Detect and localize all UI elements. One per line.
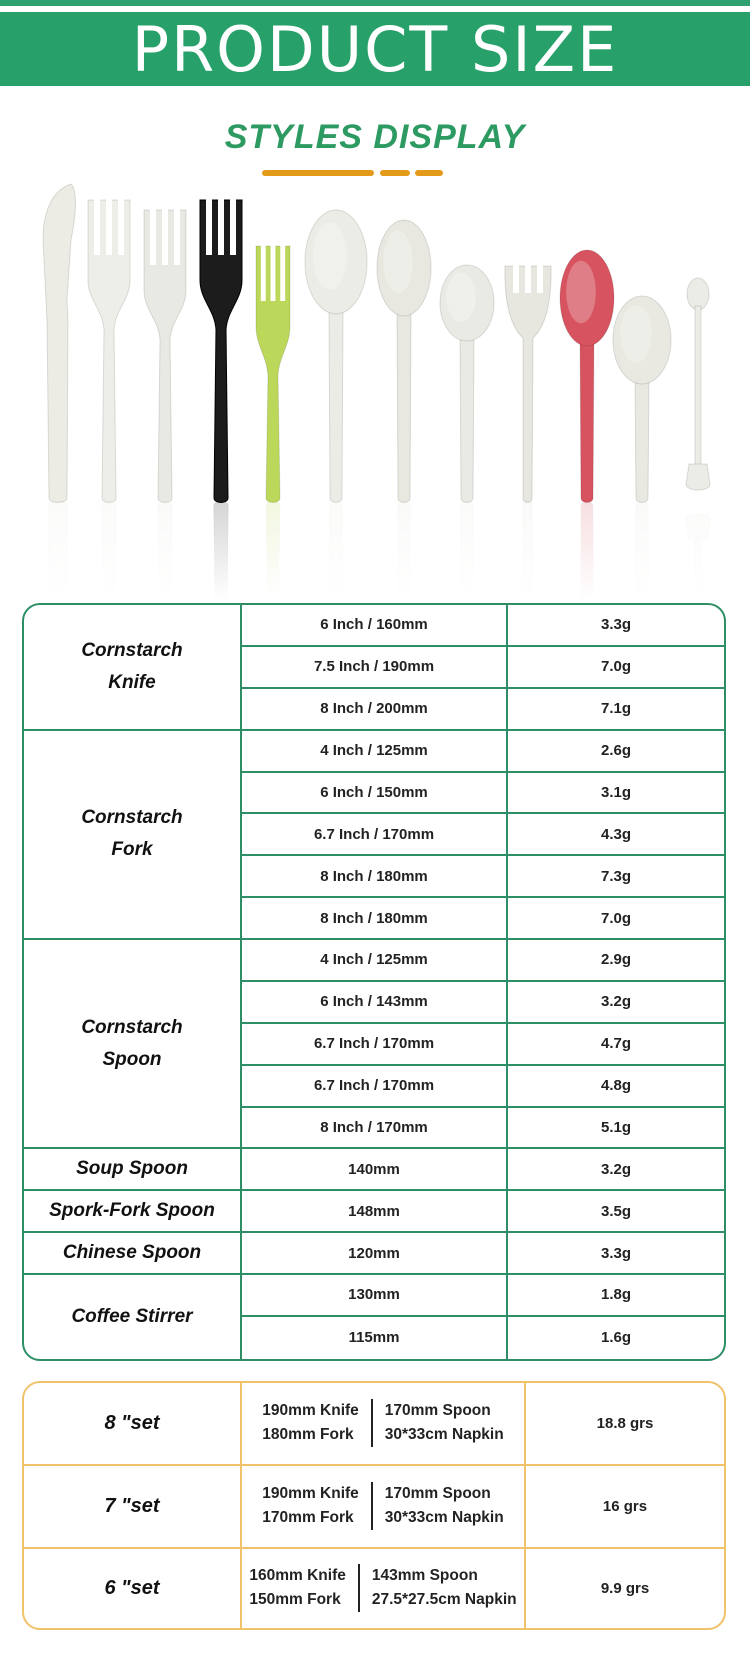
set-row bbox=[24, 1383, 724, 1466]
set-name-cell: 7 "set bbox=[24, 1466, 242, 1549]
weight-cell: 3.5g bbox=[508, 1191, 724, 1233]
size-cell: 6.7 Inch / 170mm bbox=[242, 1066, 508, 1108]
set-table bbox=[22, 1381, 726, 1630]
cutlery-stirrer bbox=[686, 278, 710, 490]
table-row bbox=[24, 1191, 724, 1233]
weight-cell: 3.3g bbox=[508, 605, 724, 647]
set-contents-cell bbox=[242, 1549, 526, 1628]
product-size-table bbox=[22, 603, 726, 1361]
table-row bbox=[24, 1149, 724, 1191]
set-item: 170mm Spoon bbox=[384, 1402, 491, 1420]
weight-cell: 2.9g bbox=[508, 940, 724, 982]
cutlery-spoon bbox=[560, 250, 614, 503]
weight-cell: 2.6g bbox=[508, 731, 724, 773]
set-contents-cell bbox=[242, 1466, 526, 1549]
header-banner bbox=[0, 12, 750, 86]
top-accent-line bbox=[0, 0, 750, 6]
weight-cell: 4.7g bbox=[508, 1024, 724, 1066]
size-cell: 8 Inch / 180mm bbox=[242, 898, 508, 940]
size-cell: 148mm bbox=[242, 1191, 508, 1233]
size-cell: 115mm bbox=[242, 1317, 508, 1359]
title-underline bbox=[262, 170, 374, 176]
set-item: 143mm Spoon bbox=[371, 1567, 478, 1585]
cutlery-fork bbox=[144, 209, 186, 503]
section-title: STYLES DISPLAY bbox=[224, 118, 526, 156]
cutlery-knife bbox=[43, 184, 76, 503]
set-weight-cell: 9.9 grs bbox=[600, 1579, 650, 1597]
weight-cell: 3.3g bbox=[508, 1233, 724, 1275]
cutlery-spoon bbox=[613, 296, 671, 503]
cutlery-illustration bbox=[0, 180, 750, 600]
weight-cell: 7.0g bbox=[508, 647, 724, 689]
weight-cell: 7.3g bbox=[508, 856, 724, 898]
product-name-cell: Cornstarch Knife bbox=[24, 605, 242, 731]
weight-cell: 1.6g bbox=[600, 1329, 631, 1347]
set-contents-right bbox=[371, 1482, 504, 1530]
set-contents-right bbox=[371, 1399, 504, 1447]
set-row bbox=[24, 1466, 724, 1549]
set-item: 27.5*27.5cm Napkin bbox=[371, 1591, 517, 1609]
cutlery-spork bbox=[505, 265, 551, 503]
product-name-cell: Spork-Fork Spoon bbox=[24, 1191, 242, 1233]
set-name-cell: 6 "set bbox=[24, 1549, 242, 1628]
table-row bbox=[24, 1233, 724, 1275]
cutlery-spoon bbox=[305, 210, 367, 503]
weight-cell: 1.8g bbox=[508, 1275, 724, 1317]
cutlery-spoon bbox=[440, 265, 494, 503]
product-name-cell: Soup Spoon bbox=[24, 1149, 242, 1191]
size-cell: 6 Inch / 160mm bbox=[242, 605, 508, 647]
cutlery-fork bbox=[200, 199, 242, 503]
set-weight-cell: 18.8 grs bbox=[526, 1383, 724, 1466]
size-cell: 4 Inch / 125mm bbox=[242, 731, 508, 773]
set-contents-cell bbox=[242, 1383, 526, 1466]
set-item: 190mm Knife bbox=[262, 1402, 359, 1420]
table-row bbox=[24, 940, 724, 982]
size-cell: 7.5 Inch / 190mm bbox=[242, 647, 508, 689]
weight-cell: 3.2g bbox=[508, 982, 724, 1024]
product-name-cell: Cornstarch Spoon bbox=[24, 940, 242, 1149]
size-cell: 8 Inch / 180mm bbox=[242, 856, 508, 898]
set-name-cell: 8 "set bbox=[24, 1383, 242, 1466]
cutlery-fork bbox=[88, 199, 130, 503]
size-cell: 130mm bbox=[242, 1275, 508, 1317]
set-item: 150mm Fork bbox=[249, 1591, 341, 1609]
size-cell: 140mm bbox=[242, 1149, 508, 1191]
size-cell: 6 Inch / 150mm bbox=[242, 773, 508, 815]
size-cell: 6.7 Inch / 170mm bbox=[242, 1024, 508, 1066]
set-item: 170mm Fork bbox=[262, 1509, 354, 1527]
set-item: 160mm Knife bbox=[249, 1567, 346, 1585]
size-cell: 120mm bbox=[242, 1233, 508, 1275]
set-row bbox=[24, 1549, 724, 1628]
page-title: PRODUCT SIZE bbox=[131, 12, 619, 86]
size-cell: 4 Inch / 125mm bbox=[242, 940, 508, 982]
table-row bbox=[24, 1275, 724, 1317]
weight-cell: 7.0g bbox=[508, 898, 724, 940]
cutlery-spoon bbox=[377, 220, 431, 503]
weight-cell: 5.1g bbox=[508, 1108, 724, 1150]
product-name-cell: Chinese Spoon bbox=[24, 1233, 242, 1275]
table-row bbox=[24, 731, 724, 773]
size-cell: 8 Inch / 170mm bbox=[242, 1108, 508, 1150]
weight-cell: 3.2g bbox=[508, 1149, 724, 1191]
cutlery-fork bbox=[256, 245, 290, 503]
set-contents-right bbox=[358, 1564, 517, 1612]
weight-cell: 7.1g bbox=[508, 689, 724, 731]
set-contents-left bbox=[249, 1564, 357, 1612]
product-name-cell: Coffee Stirrer bbox=[24, 1275, 242, 1359]
size-cell: 6.7 Inch / 170mm bbox=[242, 814, 508, 856]
weight-cell: 4.8g bbox=[508, 1066, 724, 1108]
set-contents-left bbox=[262, 1399, 370, 1447]
set-weight-cell: 16 grs bbox=[526, 1466, 724, 1549]
table-row bbox=[24, 605, 724, 647]
set-contents-left bbox=[262, 1482, 370, 1530]
title-underline-dash bbox=[380, 170, 410, 176]
weight-cell: 4.3g bbox=[508, 814, 724, 856]
size-cell: 6 Inch / 143mm bbox=[242, 982, 508, 1024]
weight-cell: 3.1g bbox=[508, 773, 724, 815]
set-item: 180mm Fork bbox=[262, 1426, 354, 1444]
set-item: 30*33cm Napkin bbox=[384, 1509, 504, 1527]
product-name-cell: Cornstarch Fork bbox=[24, 731, 242, 940]
set-item: 190mm Knife bbox=[262, 1485, 359, 1503]
title-underline-dash bbox=[415, 170, 443, 176]
set-item: 170mm Spoon bbox=[384, 1485, 491, 1503]
size-cell: 8 Inch / 200mm bbox=[242, 689, 508, 731]
set-item: 30*33cm Napkin bbox=[384, 1426, 504, 1444]
